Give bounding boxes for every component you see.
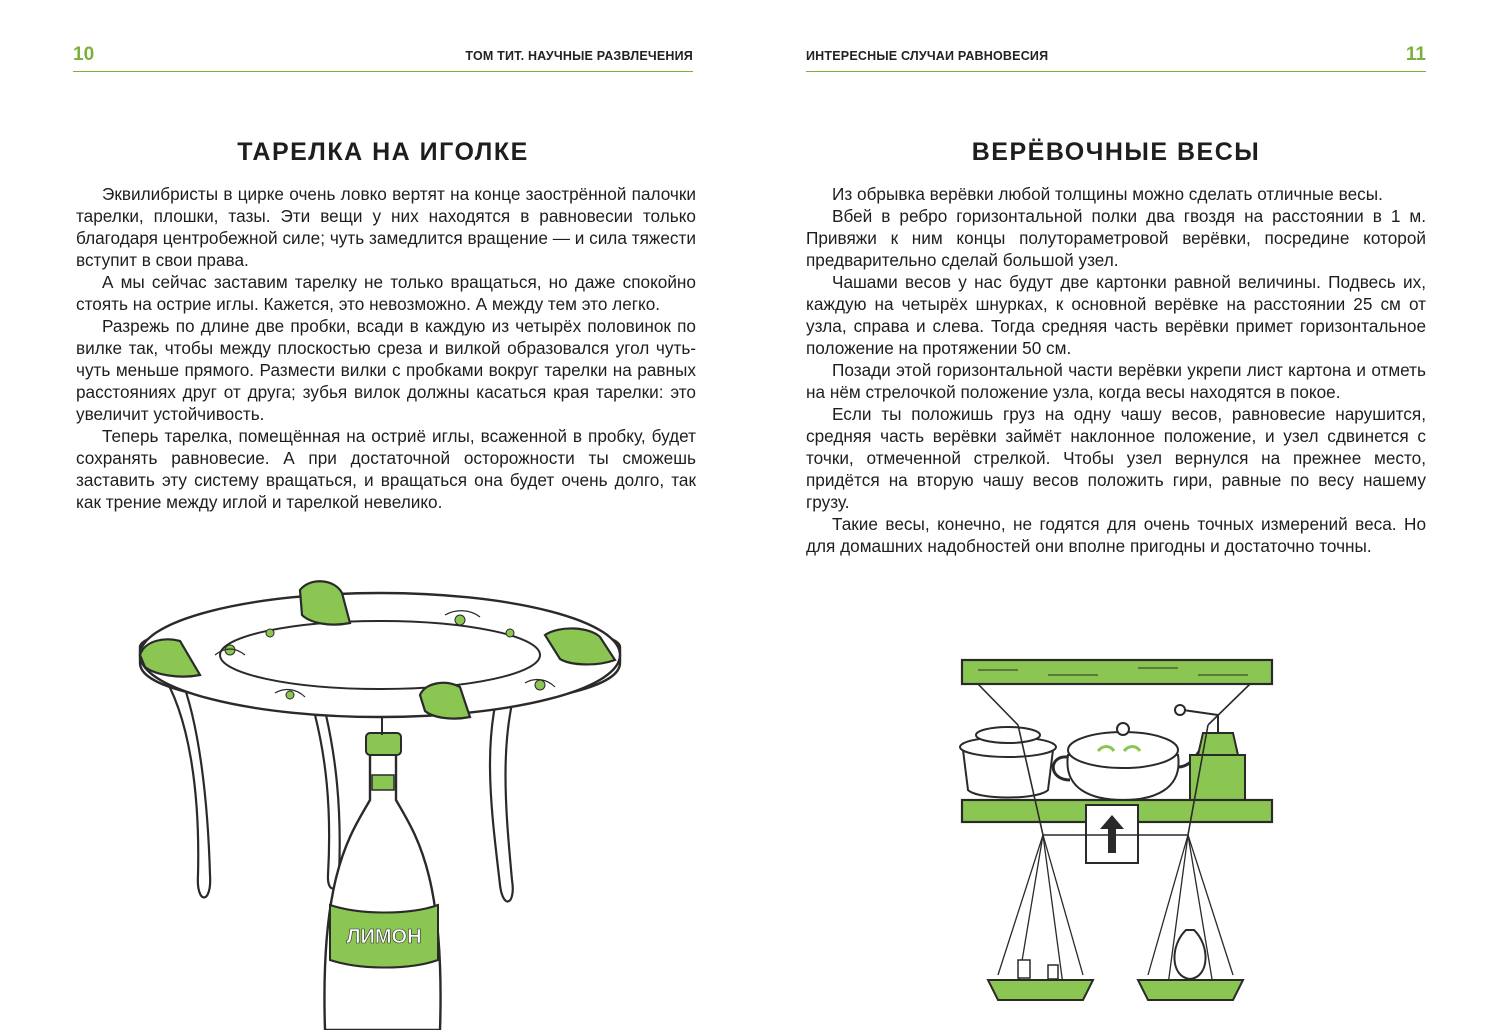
paragraph: Чашами весов у нас будут две картонки равной величины. Подвесь их, каждую на четырёх шнурках, к основной верёвке на расстоянии 25 см от узла, справа и слева. Тогда средняя часть верёвки примет горизонтальное положение на протяжении 50 см. <box>806 272 1426 358</box>
paragraph: Из обрывка верёвки любой толщины можно сделать отличные весы. <box>832 184 1383 204</box>
bottle-icon <box>324 733 440 1030</box>
article-body <box>806 183 1426 557</box>
right-header <box>806 44 1426 68</box>
paragraph: Позади этой горизонтальной части верёвки укрепи лист картона и отметь на нём стрелочкой положение узла, когда весы находятся в покое. <box>806 360 1426 402</box>
right-page <box>750 0 1500 1031</box>
teapot-icon <box>1053 723 1206 800</box>
paragraph: Вбей в ребро горизонтальной полки два гвоздя на расстоянии в 1 м. Привяжи к ним концы полутораметровой верёвки, посредине которой предварительно сделай большой узел. <box>806 206 1426 270</box>
paragraph: А мы сейчас заставим тарелку не только вращаться, но даже спокойно стоять на острие иглы. Кажется, это невозможно. А между тем это легко. <box>76 272 696 314</box>
pear-icon <box>1174 930 1205 979</box>
rope-scale-illustration <box>958 655 1298 1025</box>
left-header <box>73 44 693 68</box>
paragraph: Разрежь по длине две пробки, всади в каждую из четырёх половинок по вилке так, чтобы между плоскостью среза и вилкой образовался угол чуть-чуть меньше прямого. Размести вилки с пробками вокруг тарелки на равных расстояниях друг от друга; зубья вилок должны касаться края тарелки: это увеличит устойчивость. <box>76 316 696 424</box>
arrow-board-icon <box>1086 805 1138 863</box>
header-rule <box>806 71 1426 72</box>
page-number: 11 <box>1405 44 1426 65</box>
header-rule <box>73 71 693 72</box>
page-number: 10 <box>73 44 95 65</box>
coffee-grinder-icon <box>1175 705 1245 800</box>
paragraph: Если ты положишь груз на одну чашу весов, равновесие нарушится, средняя часть верёвки займёт наклонное положение, и узел сдвинется с точки, отмеченной стрелкой. Чтобы узел вернулся на прежнее место, придётся на вторую чашу весов положить гири, равные по весу нашему грузу. <box>806 404 1426 512</box>
paragraph: Такие весы, конечно, не годятся для очень точных измерений веса. Но для домашних надобностей они вполне пригодны и достаточно точны. <box>806 514 1426 556</box>
pot-icon <box>960 727 1056 798</box>
paragraph: Эквилибристы в цирке очень ловко вертят на конце заострённой палочки тарелки, плошки, тазы. Эти вещи у них находятся в равновесии только благодаря центробежной силе; чуть замедлится вращение — и сила тяжести вступит в свои права. <box>76 184 696 270</box>
page-title: ВЕРЁВОЧНЫЕ ВЕСЫ <box>971 138 1261 166</box>
page-title: ТАРЕЛКА НА ИГОЛКЕ <box>237 138 529 166</box>
bottle-label: ЛИМОН <box>346 926 422 948</box>
paragraph: Теперь тарелка, помещённая на остриё иглы, всаженной в пробку, будет сохранять равновесие. А при достаточной осторожности ты сможешь заставить эту систему вращаться, и вращаться она будет очень долго, так как трение между иглой и тарелкой невелико. <box>76 426 696 512</box>
shelf-icon <box>962 660 1272 684</box>
running-head: ИНТЕРЕСНЫЕ СЛУЧАИ РАВНОВЕСИЯ <box>806 49 1049 63</box>
plate-icon <box>140 593 620 717</box>
left-pan-icon <box>988 960 1093 1000</box>
article-body <box>76 183 696 513</box>
right-pan-icon <box>1138 930 1243 1000</box>
running-head: ТОМ ТИТ. НАУЧНЫЕ РАЗВЛЕЧЕНИЯ <box>465 49 693 63</box>
plate-on-needle-illustration <box>120 575 640 1030</box>
